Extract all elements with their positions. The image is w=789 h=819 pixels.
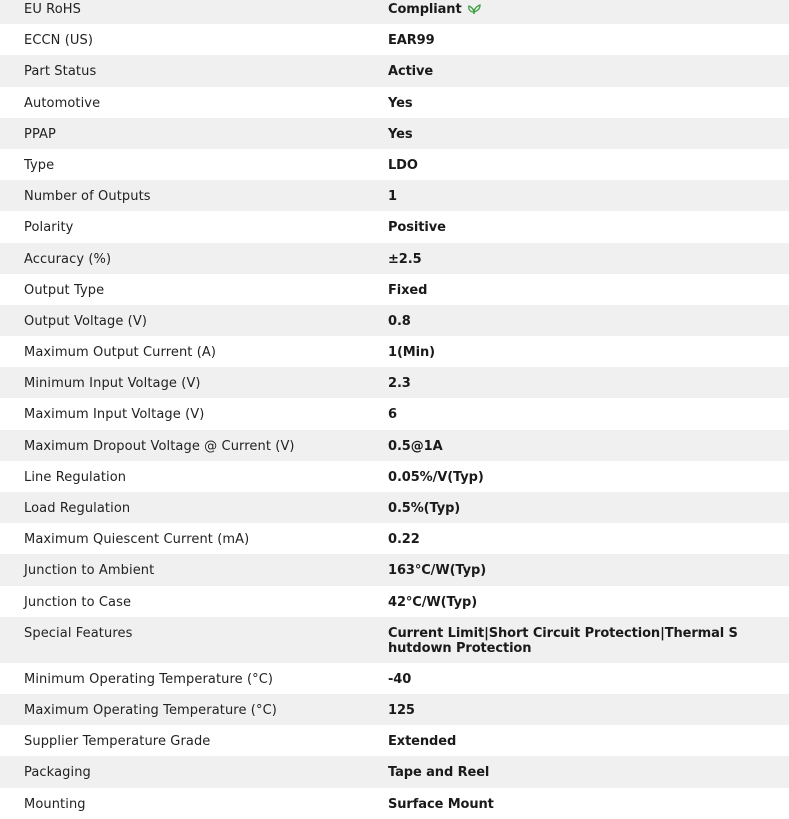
spec-label: Part Status xyxy=(24,64,97,80)
spec-row-max-quiescent-current xyxy=(0,523,789,554)
spec-label: Mounting xyxy=(24,796,86,812)
spec-value: EAR99 xyxy=(388,33,435,49)
spec-value: 0.5@1A xyxy=(388,438,443,454)
spec-label: Line Regulation xyxy=(24,469,127,485)
spec-value: Positive xyxy=(388,220,446,236)
spec-row-eu-rohs xyxy=(0,0,789,24)
spec-row-mounting xyxy=(0,788,789,819)
spec-value: 6 xyxy=(388,407,397,423)
spec-label: Packaging xyxy=(24,765,91,781)
spec-label: Minimum Input Voltage (V) xyxy=(24,376,201,392)
spec-value: -40 xyxy=(388,671,412,687)
spec-row-junction-to-ambient xyxy=(0,554,789,585)
spec-row-type xyxy=(0,149,789,180)
spec-row-ppap xyxy=(0,118,789,149)
spec-value: 0.5%(Typ) xyxy=(388,501,461,516)
spec-row-load-regulation xyxy=(0,492,789,523)
spec-row-min-operating-temp xyxy=(0,663,789,694)
spec-label: Load Regulation xyxy=(24,501,131,516)
spec-row-max-dropout-voltage xyxy=(0,430,789,461)
spec-row-number-of-outputs xyxy=(0,180,789,211)
spec-row-automotive xyxy=(0,87,789,118)
spec-label: Maximum Output Current (A) xyxy=(24,345,217,361)
spec-row-accuracy xyxy=(0,243,789,274)
spec-value: Yes xyxy=(388,126,413,142)
spec-label: Accuracy (%) xyxy=(24,251,112,267)
spec-value: ±2.5 xyxy=(388,251,422,267)
spec-label: Maximum Dropout Voltage @ Current (V) xyxy=(24,438,295,454)
spec-value: 1(Min) xyxy=(388,345,435,361)
spec-value: Surface Mount xyxy=(388,796,494,812)
spec-row-min-input-voltage xyxy=(0,367,789,398)
spec-value: 1 xyxy=(388,189,397,205)
spec-value: Current Limit|Short Circuit Protection|Thermal Shutdown Protection xyxy=(388,625,738,656)
spec-row-junction-to-case xyxy=(0,586,789,617)
spec-row-special-features xyxy=(0,617,789,663)
spec-value: Fixed xyxy=(388,282,428,298)
spec-value: 125 xyxy=(388,702,415,718)
spec-label: Output Voltage (V) xyxy=(24,313,148,329)
spec-label: Polarity xyxy=(24,220,74,236)
spec-value: Tape and Reel xyxy=(388,765,490,781)
spec-value: Active xyxy=(388,64,434,80)
spec-value: 42°C/W(Typ) xyxy=(388,594,478,610)
spec-label: Output Type xyxy=(24,282,105,298)
spec-value: 163°C/W(Typ) xyxy=(388,563,487,579)
spec-value-text: Compliant xyxy=(388,2,462,17)
spec-row-eccn xyxy=(0,24,789,55)
spec-value: 2.3 xyxy=(388,376,411,392)
spec-label: ECCN (US) xyxy=(24,33,94,49)
spec-label: PPAP xyxy=(24,126,56,142)
spec-value: Yes xyxy=(388,95,413,111)
spec-row-part-status xyxy=(0,55,789,86)
spec-row-max-operating-temp xyxy=(0,694,789,725)
spec-row-polarity xyxy=(0,211,789,242)
spec-label: Junction to Ambient xyxy=(24,563,155,579)
spec-row-max-output-current xyxy=(0,336,789,367)
spec-label: Number of Outputs xyxy=(24,189,151,205)
spec-value: 0.8 xyxy=(388,313,411,329)
spec-label: Junction to Case xyxy=(24,594,132,610)
spec-row-packaging xyxy=(0,756,789,787)
spec-label: Type xyxy=(24,157,55,173)
spec-row-line-regulation xyxy=(0,461,789,492)
spec-value: Extended xyxy=(388,734,457,750)
spec-value xyxy=(388,2,738,19)
spec-row-max-input-voltage xyxy=(0,398,789,429)
spec-label: Maximum Quiescent Current (mA) xyxy=(24,532,250,548)
spec-value: LDO xyxy=(388,157,418,173)
spec-value: 0.22 xyxy=(388,532,420,548)
spec-row-output-voltage xyxy=(0,305,789,336)
spec-label: Maximum Operating Temperature (°C) xyxy=(24,702,277,718)
spec-label: Maximum Input Voltage (V) xyxy=(24,407,205,423)
eco-leaf-icon xyxy=(467,3,481,19)
spec-label: EU RoHS xyxy=(24,2,81,17)
spec-label: Automotive xyxy=(24,95,101,111)
spec-label: Minimum Operating Temperature (°C) xyxy=(24,671,274,687)
spec-label: Supplier Temperature Grade xyxy=(24,734,211,750)
spec-value: 0.05%/V(Typ) xyxy=(388,469,484,485)
spec-row-output-type xyxy=(0,274,789,305)
spec-row-supplier-temp-grade xyxy=(0,725,789,756)
spec-label: Special Features xyxy=(24,625,133,641)
